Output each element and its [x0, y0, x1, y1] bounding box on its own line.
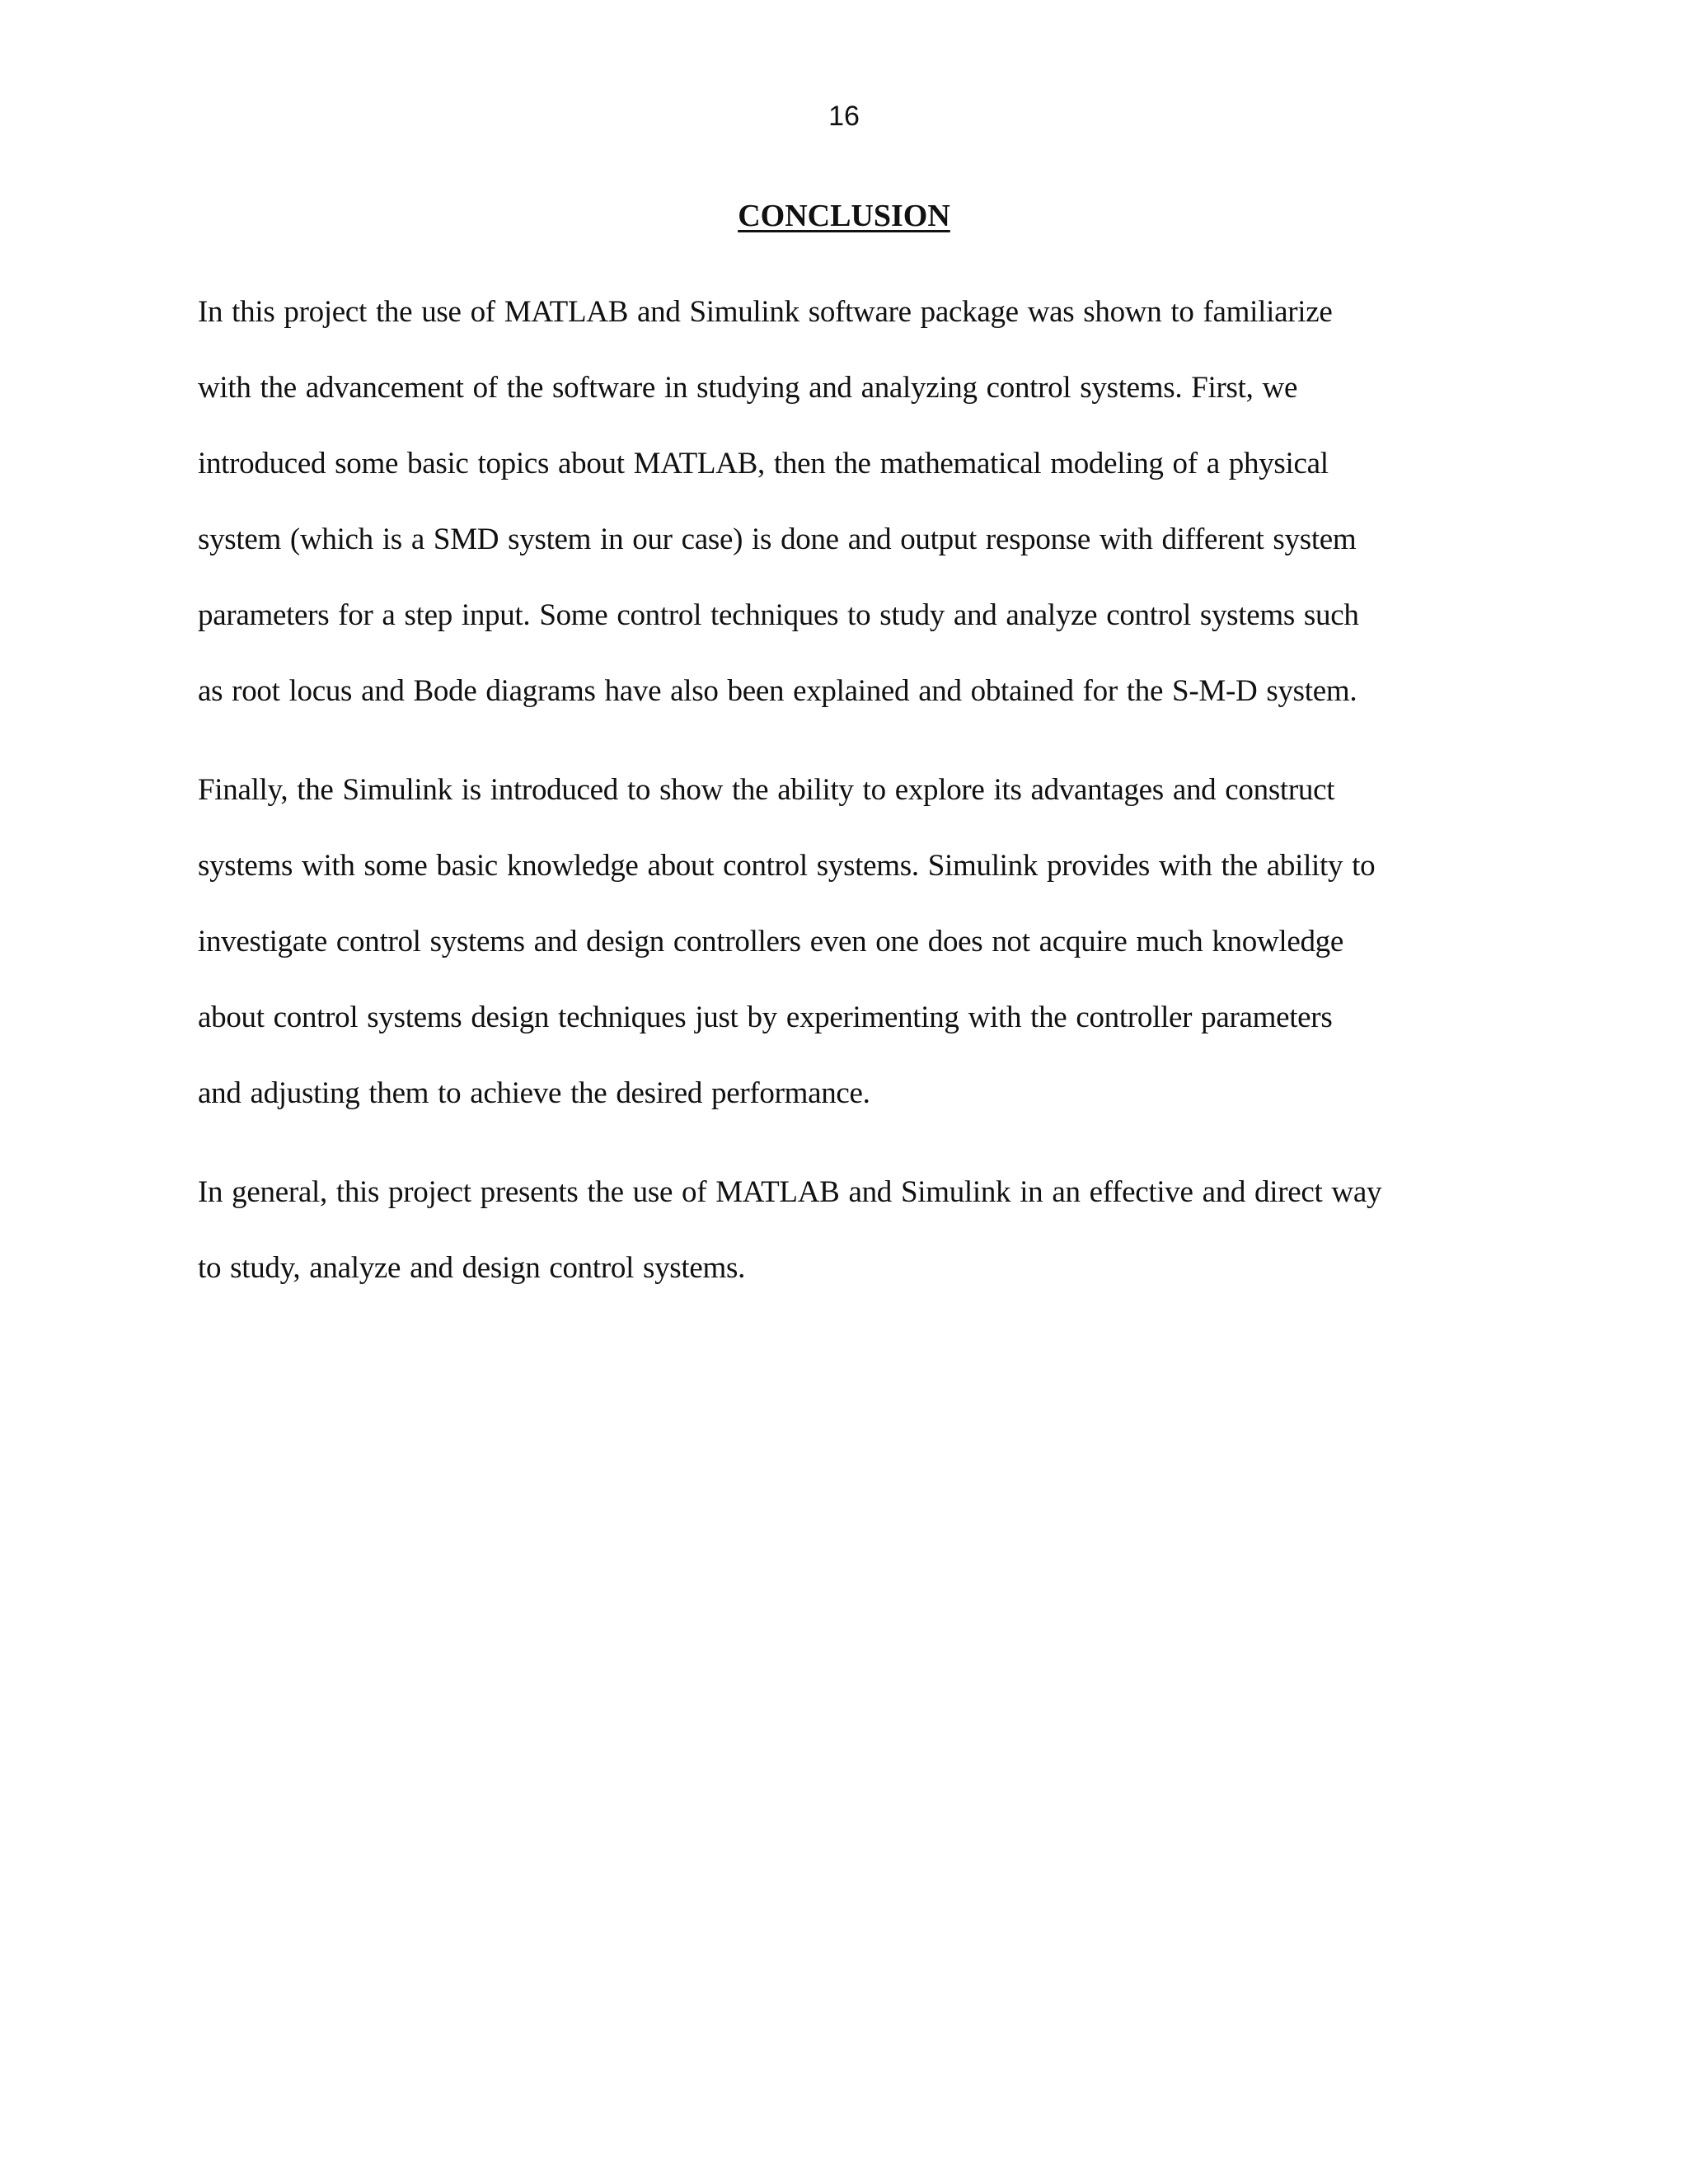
text-line: about control systems design techniques just by experimenting with the controller parameters [198, 1001, 1333, 1034]
paragraph-3 [198, 1167, 1500, 1319]
text-line: with the advancement of the software in studying and analyzing control systems. First, we [198, 371, 1298, 405]
text-line: In this project the use of MATLAB and Simulink software package was shown to familiarize [198, 295, 1333, 329]
text-line: In general, this project presents the use of MATLAB and Simulink in an effective and direct way [198, 1175, 1382, 1209]
text-line: and adjusting them to achieve the desired performance. [198, 1076, 870, 1110]
text-line: system (which is a SMD system in our case) is done and output response with different system [198, 523, 1357, 556]
section-heading: CONCLUSION [738, 199, 950, 233]
page-number: 16 [828, 101, 860, 132]
paragraph-2 [198, 765, 1500, 1144]
text-line: parameters for a step input. Some control techniques to study and analyze control systems such [198, 598, 1359, 632]
text-line: introduced some basic topics about MATLAB, then the mathematical modeling of a physical [198, 447, 1329, 480]
text-line: to study, analyze and design control systems. [198, 1251, 746, 1285]
text-line: as root locus and Bode diagrams have also been explained and obtained for the S-M-D system. [198, 674, 1357, 708]
text-line: systems with some basic knowledge about control systems. Simulink provides with the ability to [198, 849, 1376, 883]
paragraph-1 [198, 287, 1500, 742]
text-line: investigate control systems and design controllers even one does not acquire much knowledge [198, 925, 1344, 958]
text-line: Finally, the Simulink is introduced to show the ability to explore its advantages and construct [198, 773, 1335, 807]
body-text [198, 287, 1500, 1342]
